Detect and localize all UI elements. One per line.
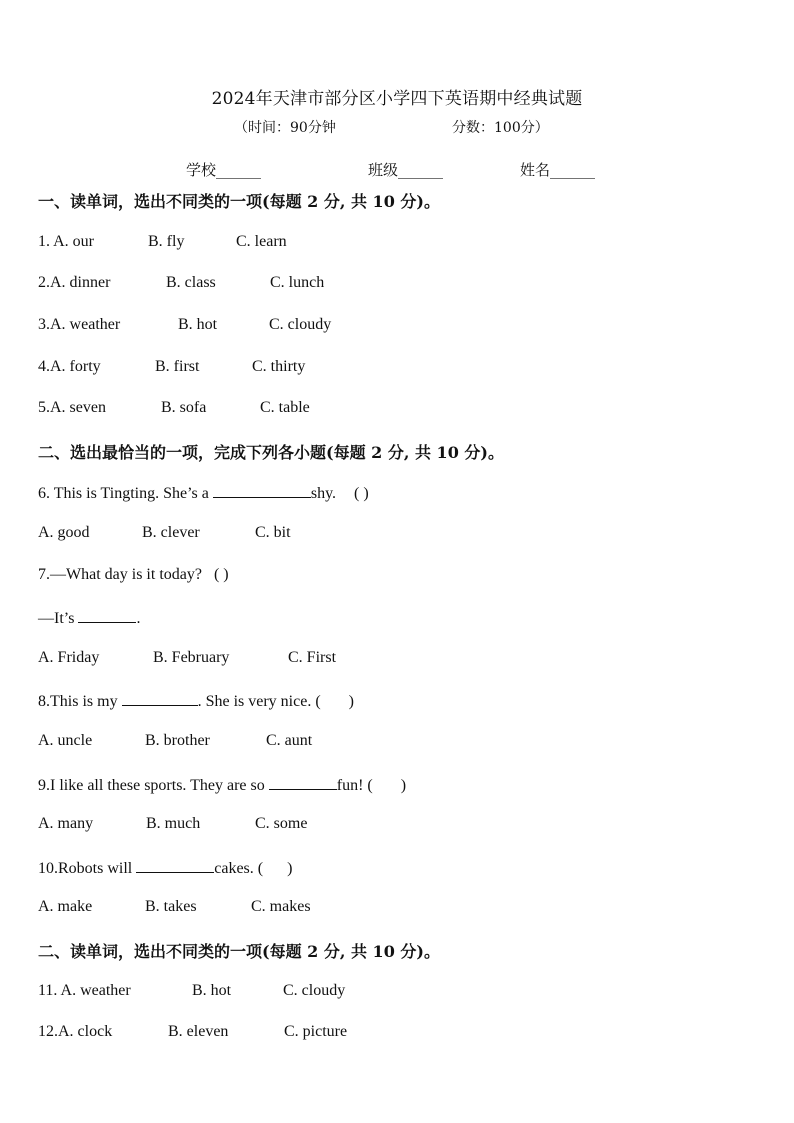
q6-option-c: C. bit [255,524,291,541]
question-2 [38,274,324,292]
q6-stem-end: shy. [310,485,337,502]
class-field[interactable]: 班级______ [368,161,444,179]
q9-blank[interactable] [269,774,337,790]
q4-option-c: C. thirty [252,358,306,375]
name-field[interactable]: 姓名______ [520,161,596,179]
q2-option-b: B. class [166,274,216,291]
q8-stem-start: 8.This is my [38,693,122,710]
q10-option-b: B. takes [145,898,197,915]
q8-option-b: B. brother [145,732,210,749]
q8-stem-end[interactable]: ) [348,693,354,710]
q7-reply-start: —It’s [38,610,79,627]
section-heading-2: 二、选出最恰当的一项，完成下列各小题(每题 2 分, 共 10 分)。 [38,443,504,462]
q10-option-c: C. makes [251,898,311,915]
q10-stem-end[interactable]: ) [287,860,293,877]
q11-option-b: B. hot [192,982,232,999]
q11-option-a: 11. A. weather [38,982,131,999]
q6-answer-paren[interactable]: ( ) [354,485,369,502]
q7-answer-paren[interactable]: ( ) [213,566,229,583]
page-title: 2024年天津市部分区小学四下英语期中经典试题 [211,89,583,109]
q2-option-c: C. lunch [270,274,325,291]
q6-stem-start: 6. This is Tingting. She’s a [38,485,213,502]
q10-option-a: A. make [38,898,93,915]
question-8 [38,690,354,711]
q7-stem: 7.—What day is it today? [38,566,202,583]
section-heading-3: 二、读单词，选出不同类的一项(每题 2 分, 共 10 分)。 [38,942,440,961]
q11-option-c: C. cloudy [283,982,346,999]
q1-option-b: B. fly [148,233,185,250]
q1-option-a: 1. A. our [38,233,94,250]
q5-option-a: 5.A. seven [38,399,106,416]
question-10 [38,857,292,878]
section-heading-1: 一、读单词，选出不同类的一项(每题 2 分, 共 10 分)。 [38,192,440,211]
q9-option-a: A. many [38,815,94,832]
exam-time: （时间：90分钟 [234,120,336,136]
question-12 [38,1023,347,1041]
q6-option-a: A. good [38,524,90,541]
q1-option-c: C. learn [236,233,287,250]
q9-option-c: C. some [255,815,308,832]
question-5 [38,399,310,417]
q7-reply-end: . [136,610,141,627]
question-9-options [38,815,307,833]
q10-stem-mid: cakes. ( [214,860,264,877]
q7-option-c: C. First [288,649,337,666]
q8-option-c: C. aunt [266,732,313,749]
q9-stem-start: 9.I like all these sports. They are so [38,777,269,794]
q5-option-b: B. sofa [161,399,207,416]
question-11 [38,982,345,1000]
question-6-options [38,524,291,542]
q10-blank[interactable] [136,857,214,873]
q3-option-c: C. cloudy [269,316,332,333]
exam-score: 分数：100分） [452,120,549,136]
q3-option-a: 3.A. weather [38,316,121,333]
q3-option-b: B. hot [178,316,218,333]
q9-stem-end[interactable]: ) [400,777,407,794]
q8-option-a: A. uncle [38,732,93,749]
question-4 [38,358,305,376]
q8-stem-mid: . She is very nice. ( [197,693,321,710]
q4-option-a: 4.A. forty [38,358,101,375]
question-9 [38,774,406,795]
question-1 [38,233,287,251]
question-7-reply [38,607,140,628]
q6-blank[interactable] [213,482,311,498]
q12-option-c: C. picture [284,1023,348,1040]
q8-blank[interactable] [122,690,198,706]
question-10-options [38,898,311,916]
school-field[interactable]: 学校______ [186,161,262,179]
q7-option-a: A. Friday [38,649,100,666]
question-3 [38,316,331,334]
q2-option-a: 2.A. dinner [38,274,111,291]
q7-option-b: B. February [153,649,230,666]
q12-option-a: 12.A. clock [38,1023,113,1040]
q4-option-b: B. first [155,358,200,375]
q10-stem-start: 10.Robots will [38,860,137,877]
question-8-options [38,732,312,750]
q6-option-b: B. clever [142,524,200,541]
q5-option-c: C. table [260,399,310,416]
q7-blank[interactable] [78,607,136,623]
question-6 [38,482,369,503]
q9-option-b: B. much [146,815,201,832]
q9-stem-mid: fun! ( [336,777,373,794]
question-7 [38,566,229,584]
question-7-options [38,649,336,667]
q12-option-b: B. eleven [168,1023,229,1040]
